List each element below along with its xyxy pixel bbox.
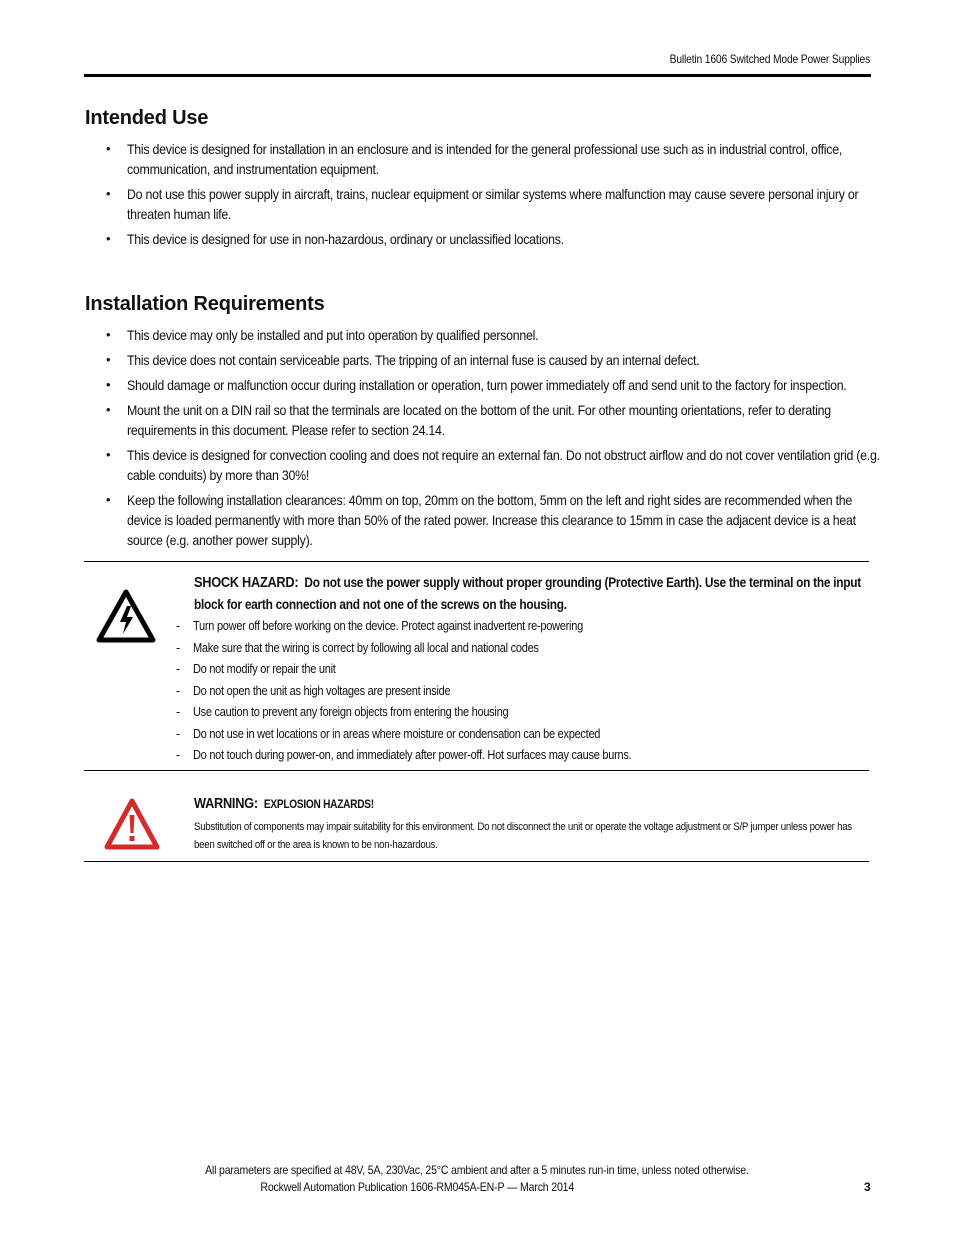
electric-shock-warning-icon	[96, 589, 156, 643]
list-item: - Make sure that the wiring is correct by following all local and national codes	[176, 638, 691, 660]
warning-label: WARNING:	[194, 796, 258, 812]
list-item: • Should damage or malfunction occur during installation or operation, turn power immediately off and send unit to the factory for inspection.	[106, 375, 926, 395]
list-item: • This device is designed for convection cooling and does not require an external fan. Do not obstruct airflow and do not cover ventilation grid (e.g. cable conduits) by more than 30%!	[106, 445, 926, 485]
list-item: • Do not use this power supply in aircraft, trains, nuclear equipment or similar systems where malfunction may cause severe personal injury or threaten human life.	[106, 184, 926, 224]
list-item: • This device is designed for use in non-hazardous, ordinary or unclassified locations.	[106, 229, 926, 249]
list-item: • This device may only be installed and put into operation by qualified personnel.	[106, 325, 926, 345]
page-number: 3	[864, 1180, 871, 1194]
list-item: • Keep the following installation clearances: 40mm on top, 20mm on the bottom, 5mm on the left and right sides are recommended when the device is loaded permanently with more than 50% of the rated power. Increase this clearance to 15mm in case the adjacent device is a heat source (e.g. another power supply).	[106, 490, 926, 550]
warning-top-rule	[84, 770, 869, 771]
warning-subtitle: EXPLOSION HAZARDS!	[263, 799, 374, 811]
list-item: - Do not use in wet locations or in areas where moisture or condensation can be expected	[176, 724, 691, 746]
warning-callout	[194, 793, 874, 816]
list-item: - Use caution to prevent any foreign objects from entering the housing	[176, 702, 691, 724]
footer-publication: Rockwell Automation Publication 1606-RM045A-EN-P — March 2014	[260, 1180, 574, 1194]
exclamation-warning-icon	[104, 797, 160, 851]
list-item: - Do not modify or repair the unit	[176, 659, 691, 681]
shock-hazard-text: Do not use the power supply without proper grounding (Protective Earth). Use the terminal on the input block for earth connection and not one of the screws on the housing.	[194, 575, 861, 612]
installation-requirements-list	[106, 325, 926, 555]
header-title: Bulletin 1606 Switched Mode Power Supplies	[669, 52, 870, 66]
footer-note: All parameters are specified at 48V, 5A, 230Vac, 25°C ambient and after a 5 minutes run-in time, unless noted otherwise.	[205, 1163, 749, 1177]
list-item: - Turn power off before working on the device. Protect against inadvertent re-powering	[176, 616, 691, 638]
list-item: • Mount the unit on a DIN rail so that the terminals are located on the bottom of the unit. For other mounting orientations, refer to derating requirements in this document. Please refer to section 24.14.	[106, 400, 926, 440]
warning-text: Substitution of components may impair suitability for this environment. Do not disconnect the unit or operate the voltage adjustment or S/P jumper unless power has been switched off or the area is known to be non-hazardous.	[194, 821, 852, 851]
shock-hazard-top-rule	[84, 561, 869, 562]
warning-bottom-rule	[84, 861, 869, 862]
shock-hazard-callout	[194, 572, 874, 615]
list-item: - Do not touch during power-on, and immediately after power-off. Hot surfaces may cause burns.	[176, 745, 691, 767]
list-item: - Do not open the unit as high voltages are present inside	[176, 681, 691, 703]
list-item: • This device is designed for installation in an enclosure and is intended for the general professional use such as in industrial control, office, communication, and instrumentation equipment.	[106, 139, 926, 179]
header-rule	[84, 74, 871, 77]
shock-hazard-list	[176, 616, 691, 767]
list-item: • This device does not contain serviceable parts. The tripping of an internal fuse is caused by an internal defect.	[106, 350, 926, 370]
intended-use-heading: Intended Use	[85, 107, 209, 129]
installation-requirements-heading: Installation Requirements	[85, 293, 325, 315]
intended-use-list	[106, 139, 926, 254]
shock-hazard-label: SHOCK HAZARD:	[194, 575, 299, 591]
